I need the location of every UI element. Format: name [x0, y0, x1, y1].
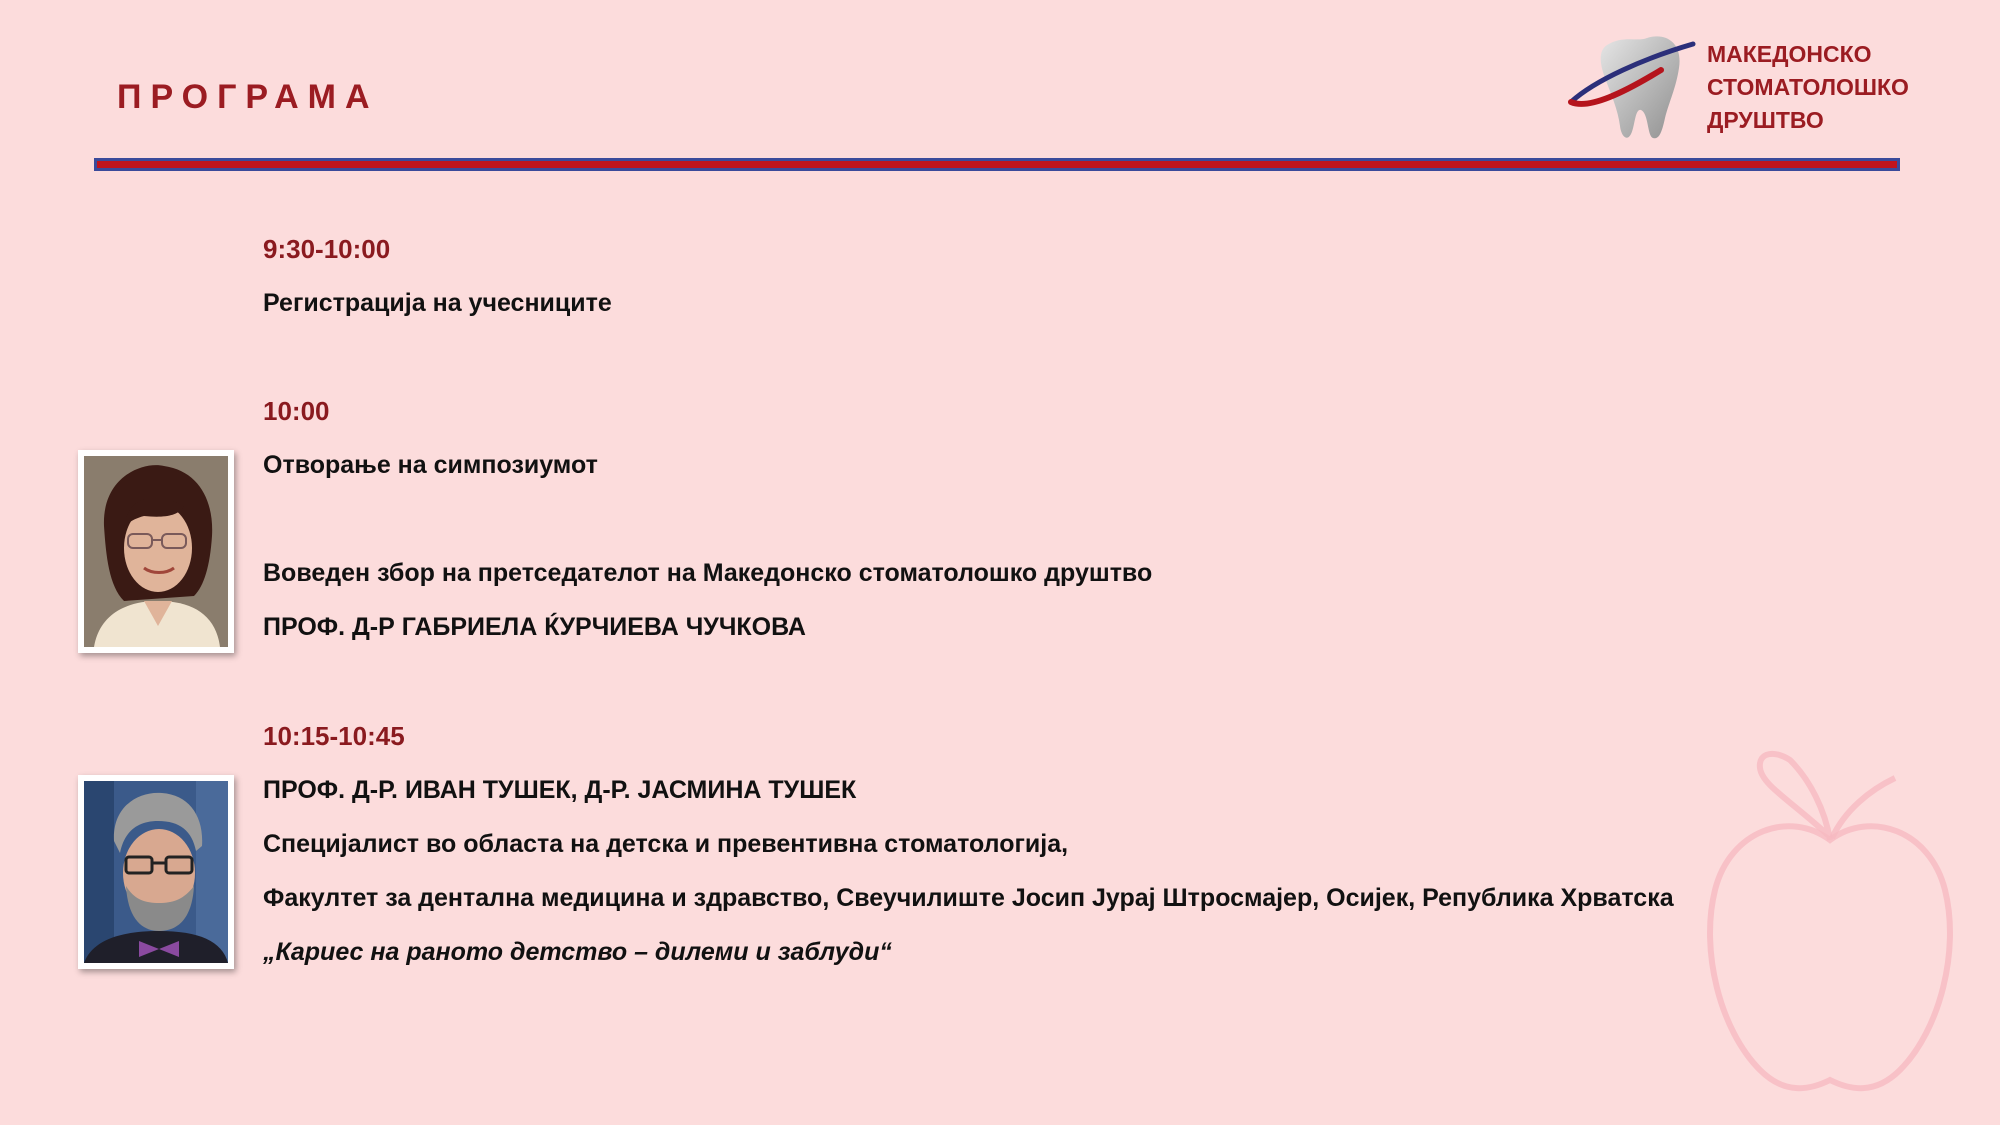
apple-watermark-icon: [1680, 740, 1980, 1110]
speaker-photo: [78, 450, 234, 653]
session-line: Воведен збор на претседателот на Македонско стоматолошко друштво: [263, 559, 1153, 587]
lecture-title: „Кариес на раното детство – дилеми и заблуди“: [263, 938, 892, 966]
page-title: ПРОГРАМА: [117, 78, 379, 116]
speaker-photo: [78, 775, 234, 969]
society-logo: [1565, 30, 1909, 150]
speaker-name: ПРОФ. Д-Р ГАБРИЕЛА ЌУРЧИЕВА ЧУЧКОВА: [263, 613, 806, 641]
logo-line: МАКЕДОНСКО: [1707, 41, 1872, 67]
header-divider: [94, 158, 1900, 171]
session-time: 10:15-10:45: [263, 721, 405, 751]
session-line: Факултет за дентална медицина и здравство, Свеучилиште Јосип Јурај Штросмајер, Осијек, Република Хрватска: [263, 884, 1674, 912]
speaker-name: ПРОФ. Д-Р. ИВАН ТУШЕК, Д-Р. ЈАСМИНА ТУШЕК: [263, 776, 857, 804]
session-line: Регистрација на учесниците: [263, 289, 612, 317]
logo-line: СТОМАТОЛОШКО: [1707, 74, 1909, 100]
tooth-logo-icon: [1565, 30, 1705, 145]
logo-line: ДРУШТВО: [1707, 107, 1824, 133]
session-time: 9:30-10:00: [263, 234, 391, 264]
session-line: Специјалист во областа на детска и превентивна стоматологија,: [263, 830, 1069, 858]
session-line: Отворање на симпозиумот: [263, 451, 598, 479]
session-time: 10:00: [263, 396, 330, 426]
logo-text: [1707, 38, 1909, 137]
